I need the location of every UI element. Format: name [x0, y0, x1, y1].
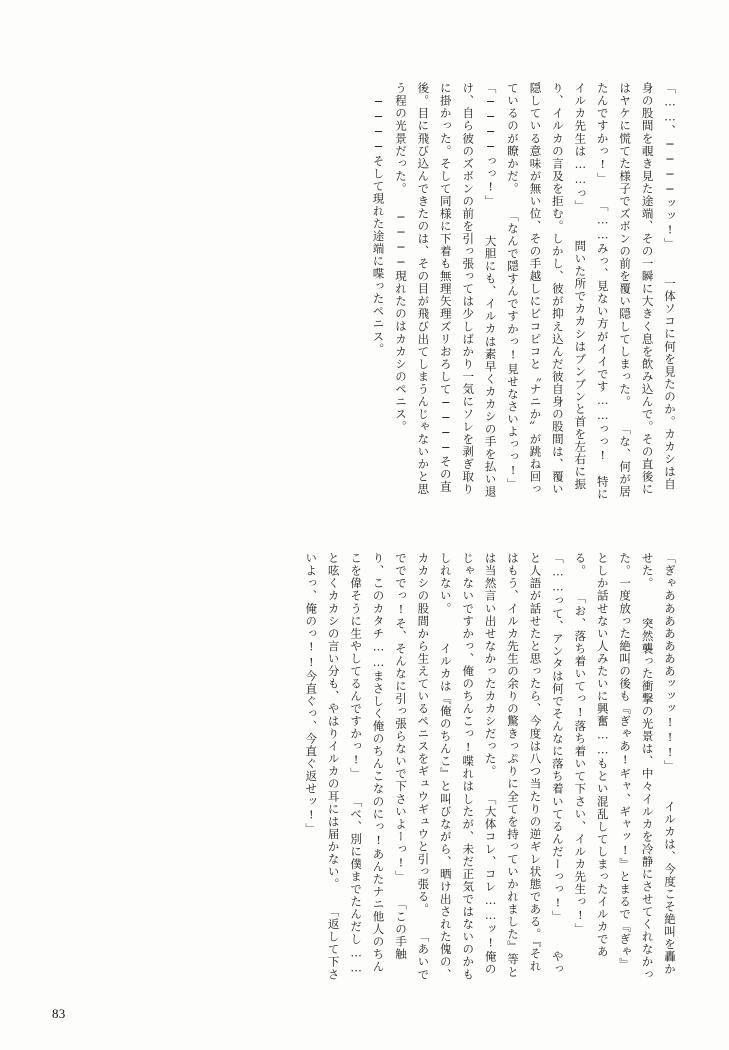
- body-paragraph-upper: 「……、────ッッ!」 一体ソコに何を見たのか。カカシは自身の股間を覗き見た途端、その一瞬に大きく息を飲み込んで。その直後にはヤケに慌てた様子でズボンの前を覆い隠してしまった。 「な、何が居たんですかっ!」 「……みっ、見ない方がイイです……っっ! 特にイルカ先生は……っ」 問いた所でカカシはブンブンと首を左右に振り、イルカの言及を拒む。しかし、彼が抑え込んだ彼自身の股間は、覆い隠している意味が無い位、その手越しにピコピコと〝ナニか〟が跳ね回っているのが瞭かだ。 「なんで隠すんですかっ!見せなさいよっっ!」 「────っっ!」 大胆にも、イルカは素早くカカシの手を払い退け、自ら彼のズボンの前を引っ張っては少しばかり一気にソレを剥ぎ取りに掛かった。そして同様に下着も無理矢理ズリおろして────その直後。目に飛び込んできたのは、その目が飛び出てしまうんじゃないかと思う程の光景だった。 ────現れたのはカカシのペニス。 ────そして現れた途端に喋ったペニス。: [371, 82, 677, 501]
- page-number: 83: [52, 1006, 66, 1021]
- body-text-lower-block: [300, 552, 681, 982]
- body-text-upper-block: [367, 82, 681, 502]
- body-paragraph-lower: 「ぎゃあああああああッッッ!!!」 イルカは、今度こそ絶叫を轟かせた。 突然襲った衝撃の光景は、中々イルカを冷静にさせてくれなかった。一度放った絶叫の後も『ぎゃあ!ギャ、ギャッ!』とまるで『ぎゃ』としか話せない人みたいに興奮……もとい混乱してしまったイルカである。 「お、落ち着いてっ!落ち着いて下さい、イルカ先生っ!」 「……って、アンタは何でそんなに落ち着いてるんだーっっ!」 やっと人語が話せたと思ったら、今度は八つ当たりの逆ギレ状態である。『それはもう、イルカ先生の余りの驚きっぷりに全てを持っていかれました』等とは当然言い出せなかったカカシだった。 「大体コレ、コレ……ッ!俺のじゃないですかっ、俺のちんこっ!喋れはしたが、未だ正気ではないのかもしれない。 イルカは『俺のちんこ』と叫びながら、晒け出された傀の、カカシの股間から生えているペニスをギュウギュウと引っ張る。 「あいででででっ!そ、そんなに引っ張らないで下さいよーっ!」 「この手触り、このカタチ……まさしく俺のちんこなのにっ!あんたナニ他人のちんこを偉そうに生やしてるんですかっ!」 「べ、別に僕までたんだし……と呟くカカシの言い分も、やはりイルカの耳には届かない。 「返して下さいよっ、俺のっ!!今直ぐっ、今直ぐ返せッ!」: [304, 552, 677, 981]
